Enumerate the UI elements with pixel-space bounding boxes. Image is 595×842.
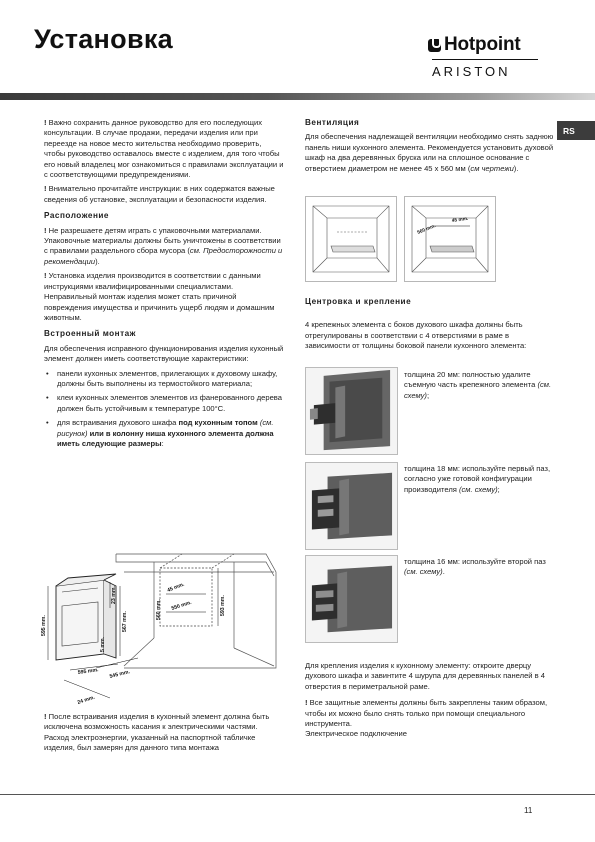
bracket-photo-18mm xyxy=(305,462,398,550)
builtin-intro: Для обеспечения исправного функционирования изделия кухонный элемент должен иметь соответствующие характеристики: xyxy=(44,343,284,364)
placement-heading: Расположение xyxy=(44,211,109,221)
page-title: Установка xyxy=(34,24,173,54)
list-item: • для встраивания духового шкафа под кухонным топом (см. рисунок) или в колонну ниша кухонного элемента должна иметь следующие размеры: xyxy=(44,418,284,449)
placement-paragraph-1: ! Не разрешаете детям играть с упаковочными материалами. xyxy=(44,225,262,235)
dimension-label: 595 mm. xyxy=(77,667,99,676)
mounting-heading: Центровка и крепление xyxy=(305,297,412,306)
brand-secondary: ARISTON xyxy=(432,64,511,79)
placement-paragraph-1b: Упаковочные материалы должны быть уничтожены в соответствии с правилами раздельного сбора мусора (см. Предосторожности и рекомендации). xyxy=(44,236,283,266)
bracket-photo-16mm xyxy=(305,555,398,643)
hotpoint-logo-icon xyxy=(428,39,441,52)
safety-text: ! Все защитные элементы должны быть закреплены таким образом, чтобы их можно было снять только при помощи специального инструмента. xyxy=(305,698,548,729)
caption-18mm: толщина 18 мм: используйте первый паз, согласно уже готовой конфигурации производителя (см. схему); xyxy=(404,464,551,494)
list-item: • клеи кухонных элементов элементов из фанерованного дерева должен быть устойчивым к температуре 100°С. xyxy=(44,393,284,414)
after-paragraph-2: Расход электроэнергии, указанный на паспортной табличке изделия, был замерян для данного типа монтажа xyxy=(44,732,256,753)
dimension-label: 550 mm. xyxy=(170,599,193,612)
mounting-intro: 4 крепежных элемента с боков духового шкафа должны быть отрегулированы в соответствии с 4 отверстиями в раме в зависимости от толщины боковой панели кухонного элемента: xyxy=(305,320,527,351)
ventilation-block xyxy=(305,118,555,178)
intro-paragraph-1: ! Важно сохранить данное руководство для его последующих консультации. В случае продажи, передачи изделия или при переезде на новое место жительства необходимо проверить, чтобы руководство оставалось вместе с изделием, для того чтобы его новый владелец мог ознакомиться с правилами эксплуатации и с соответствующими предупреждениями. xyxy=(44,118,284,180)
caption-16mm: толщина 16 мм: используйте второй паз (см. схему). xyxy=(404,557,546,577)
installation-diagram xyxy=(34,548,284,708)
ventilation-text: Для обеспечения надлежащей вентиляции необходимо снять заднюю панель ниши кухонного элемента. Рекомендуется установить духовой шкаф на два деревянных бруска или на сплошное основание с отверстием диаметром не менее 45 х 560 мм (см чертежи). xyxy=(305,132,554,173)
logo-rule xyxy=(432,59,538,60)
left-column xyxy=(44,118,284,453)
dimension-label: 560 mm. xyxy=(416,224,437,236)
list-item: • панели кухонных элементов, прилегающих к духовому шкафу, должны быть выполнены из термостойкого материала; xyxy=(44,369,284,390)
brand-logo xyxy=(428,34,540,84)
electric-heading: Электрическое подключение xyxy=(305,729,407,739)
fixing-block xyxy=(305,661,555,744)
dimension-label: 45 mm. xyxy=(451,216,469,224)
ventilation-heading: Вентиляция xyxy=(305,118,360,127)
builtin-heading: Встроенный монтаж xyxy=(44,329,136,339)
dimension-label: 45 mm. xyxy=(166,581,186,594)
language-tab: RS xyxy=(557,121,595,140)
dimension-label: 560 mm. xyxy=(156,599,162,620)
dimension-label: 595 mm. xyxy=(41,615,47,636)
dimension-label: 23 mm. xyxy=(111,586,117,604)
bracket-photo-20mm xyxy=(305,367,398,455)
after-install-block xyxy=(44,712,284,758)
mounting-block xyxy=(305,297,555,356)
footer-rule xyxy=(0,794,595,795)
placement-paragraph-2: ! Установка изделия производится в соответствии с данными инструкциями квалифицированными специалистами. Неправильный монтаж изделия может стать причиной повреждения имущества и причинить ущерб людям и домашним животным. xyxy=(44,271,275,322)
dimension-label: 5 mm. xyxy=(100,637,106,652)
after-paragraph-1: ! После встраивания изделия в кухонный элемент должна быть исключена возможность касания к электрическими частями. xyxy=(44,712,270,732)
page-number: 11 xyxy=(524,806,533,815)
brand-primary: Hotpoint xyxy=(444,34,521,55)
dimension-label: 545 mm. xyxy=(109,669,131,680)
caption-20mm: толщина 20 мм: полностью удалите съемную часть крепежного элемента (см. схему); xyxy=(404,370,552,400)
dimension-label: 593 mm. xyxy=(220,595,226,616)
header-bar xyxy=(0,93,595,100)
ventilation-sketch-left xyxy=(305,196,397,282)
dimension-label: 567 mm. xyxy=(122,611,128,632)
dimension-label: 24 mm. xyxy=(76,694,96,706)
fixing-text: Для крепления изделия к кухонному элементу: откроите дверцу духового шкафа и завинтите 4 шурупа для деревянных панелей в 4 отверстия в периметральной раме. xyxy=(305,661,546,691)
requirements-list xyxy=(44,369,284,450)
intro-paragraph-2: ! Внимательно прочитайте инструкции: в них содержатся важные сведения об установке, эксплуатации и безопасности изделия. xyxy=(44,184,275,204)
ventilation-sketch-right xyxy=(404,196,496,282)
